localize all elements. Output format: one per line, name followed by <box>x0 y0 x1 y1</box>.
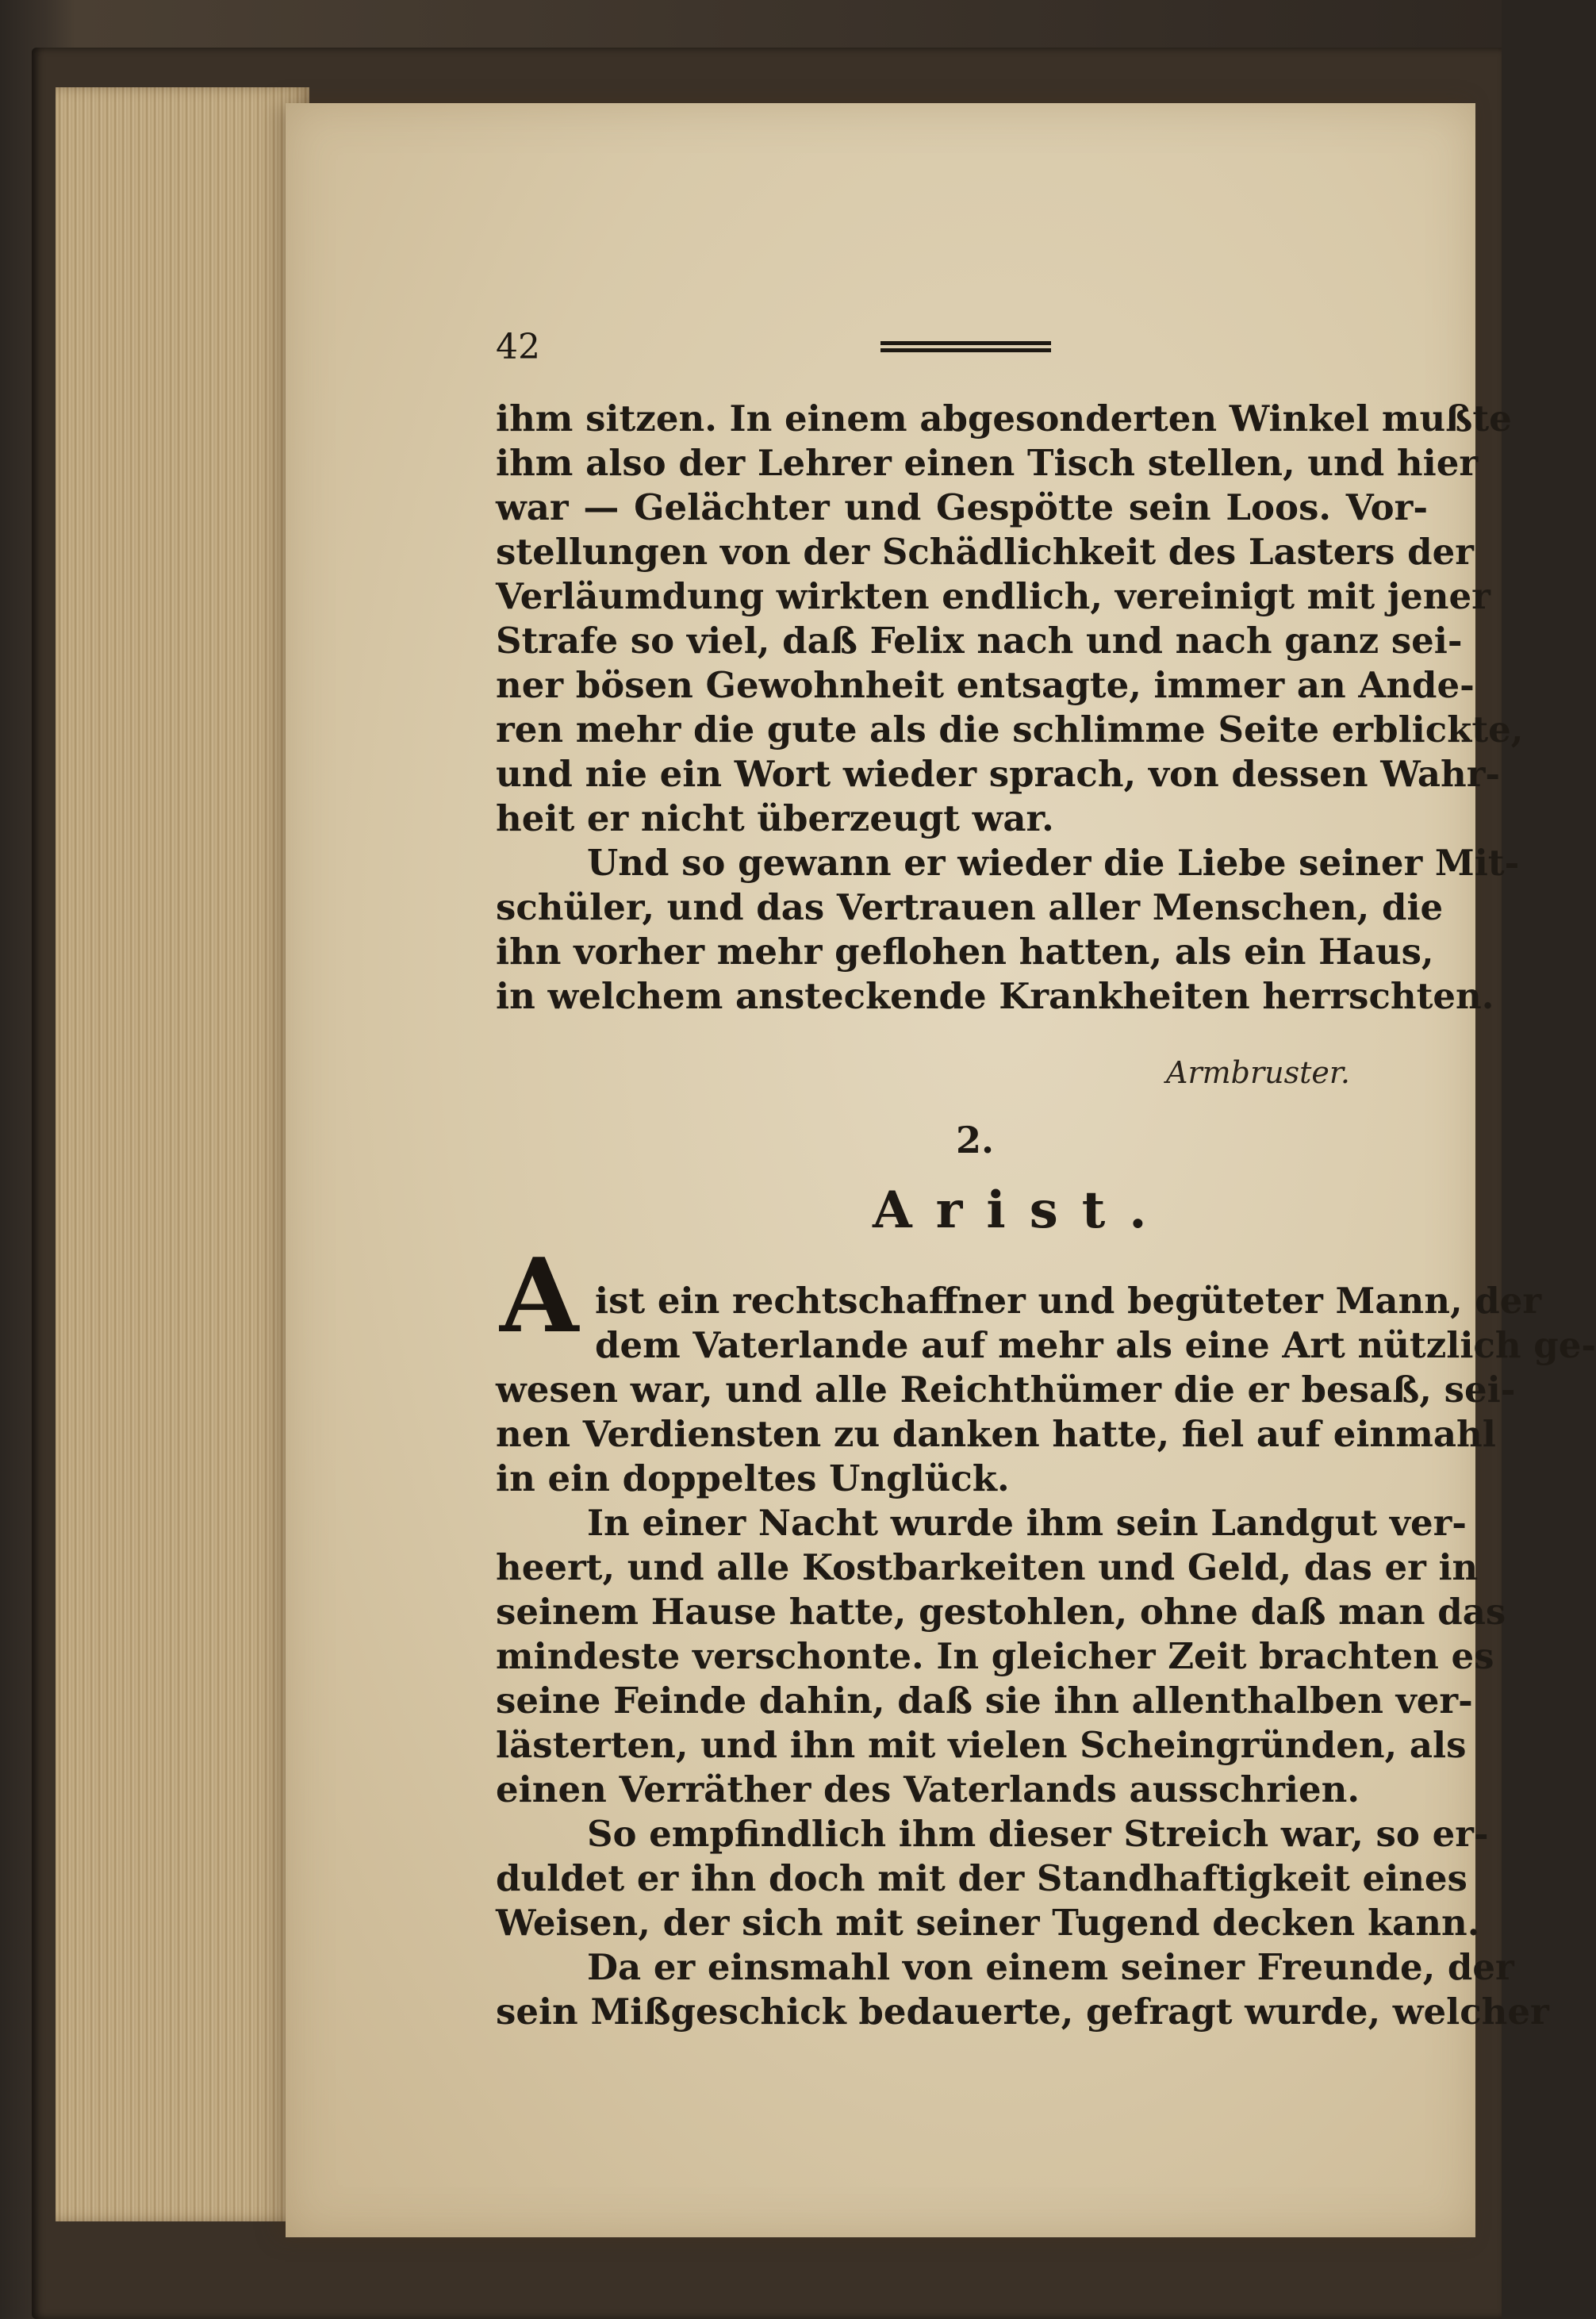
paragraph-6 <box>496 1945 1549 2034</box>
text-line: mindeste verschonte. In gleicher Zeit brachten es <box>496 1635 1494 1677</box>
paragraph-4 <box>496 1501 1506 1812</box>
text-line: schüler, und das Vertrauen aller Menschen, die <box>496 886 1444 928</box>
paragraph-1 <box>496 397 1524 841</box>
paragraph-5 <box>496 1812 1489 1945</box>
text-line: So empfindlich ihm dieser Streich war, so er- <box>587 1813 1489 1855</box>
text-line: heert, und alle Kostbarkeiten und Geld, das er in <box>496 1546 1479 1588</box>
text-line: Da er einsmahl von einem seiner Freunde, der <box>587 1946 1514 1988</box>
text-line: war — Gelächter und Gespötte sein Loos. Vor- <box>496 486 1428 528</box>
text-line: Und so gewann er wieder die Liebe seiner Mit- <box>587 842 1520 884</box>
text-line: Strafe so viel, daß Felix nach und nach ganz sei- <box>496 620 1463 662</box>
text-line: in ein doppeltes Unglück. <box>496 1457 1010 1499</box>
page-edges <box>56 87 309 2221</box>
text-line: ren mehr die gute als die schlimme Seite erblickte, <box>496 708 1524 751</box>
text-line: ihn vorher mehr geflohen hatten, als ein Haus, <box>496 931 1434 973</box>
paragraph-3 <box>496 1279 1596 1501</box>
text-line: ihm also der Lehrer einen Tisch stellen, und hier <box>496 442 1479 484</box>
drop-cap: A <box>500 1237 579 1356</box>
text-line: stellungen von der Schädlichkeit des Lasters der <box>496 531 1474 573</box>
text-line: ner bösen Gewohnheit entsagte, immer an Ande- <box>496 664 1475 706</box>
section-title: Arist. <box>873 1181 1171 1240</box>
text-line: in welchem ansteckende Krankheiten herrschten. <box>496 975 1494 1017</box>
text-line: seinem Hause hatte, gestohlen, ohne daß man das <box>496 1591 1506 1633</box>
text-line: ihm sitzen. In einem abgesonderten Winkel mußte <box>496 397 1512 440</box>
author-signature: Armbruster. <box>1166 1055 1350 1090</box>
paragraph-2 <box>496 841 1520 1019</box>
text-line: Weisen, der sich mit seiner Tugend decken kann. <box>496 1902 1480 1944</box>
text-line: dem Vaterlande auf mehr als eine Art nützlich ge- <box>595 1324 1596 1366</box>
text-line: heit er nicht überzeugt war. <box>496 797 1054 839</box>
page-number: 42 <box>496 327 540 367</box>
text-line: und nie ein Wort wieder sprach, von dessen Wahr- <box>496 753 1501 795</box>
text-line: In einer Nacht wurde ihm sein Landgut ver- <box>587 1502 1467 1544</box>
section-number: 2. <box>956 1119 995 1161</box>
text-line: seine Feinde dahin, daß sie ihn allenthalben ver- <box>496 1680 1473 1722</box>
text-line: nen Verdiensten zu danken hatte, fiel auf einmahl <box>496 1413 1496 1455</box>
text-line: ist ein rechtschaffner und begüteter Mann, der <box>595 1280 1542 1322</box>
header-rule <box>880 341 1051 352</box>
text-line: Verläumdung wirkten endlich, vereinigt mit jener <box>496 575 1490 617</box>
text-line: sein Mißgeschick bedauerte, gefragt wurde, welcher <box>496 1991 1549 2033</box>
text-line: duldet er ihn doch mit der Standhaftigkeit eines <box>496 1857 1467 1899</box>
text-line: lästerten, und ihn mit vielen Scheingründen, als <box>496 1724 1467 1766</box>
text-line: einen Verräther des Vaterlands ausschrien. <box>496 1768 1360 1810</box>
text-line: wesen war, und alle Reichthümer die er besaß, sei- <box>496 1369 1516 1411</box>
